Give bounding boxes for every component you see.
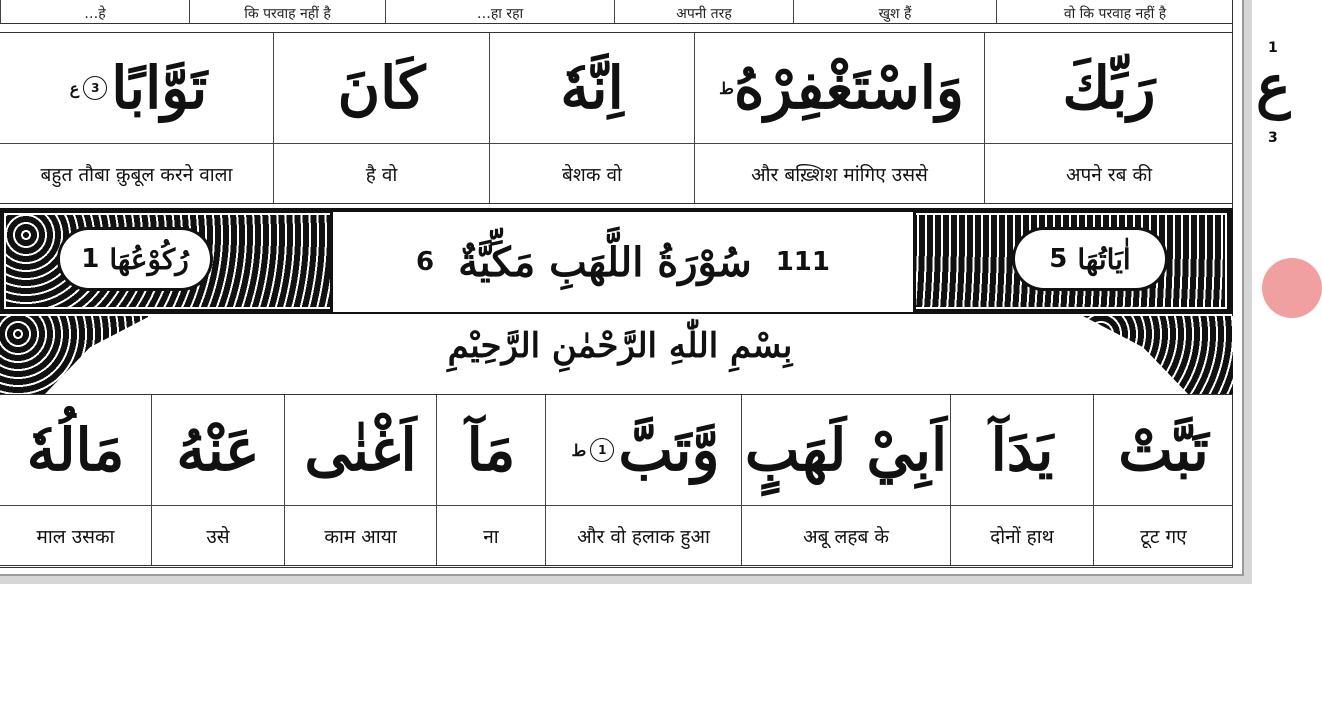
surah-banner [0,208,1233,314]
arabic-word-text: وَّتَبَّ [618,416,720,484]
arabic-word: يَدَآ [950,395,1093,505]
ayat-count: 5 [1049,244,1068,274]
top-cell: वो कि परवाह नहीं है [996,0,1233,23]
arabic-word [545,395,741,505]
peek-top: 1 [1268,40,1278,56]
hindi-translation: बहुत तौबा क़ुबूल करने वाला [40,163,233,186]
ayat-label: اٰيَاتُهَا [1077,242,1131,276]
next-page-peek [1256,40,1291,150]
hindi-translation: और बख़्शिश मांगिए उससे [694,144,984,203]
arabic-row-1 [0,32,1233,144]
top-cell: अपनी तरह [614,0,793,23]
top-partial-row [0,0,1233,24]
ayat-count-pill [1015,230,1165,288]
hindi-translation: अपने रब की [984,144,1233,203]
hindi-translation: अबू लहब के [741,506,950,565]
corner-ornament-right [1083,316,1233,394]
surah-number: 111 [775,247,830,277]
arabic-word: رَبِّكَ [984,33,1233,143]
hindi-translation: दोनों हाथ [950,506,1093,565]
arabic-word: مَآ [436,395,545,505]
hindi-translation: टूट गए [1093,506,1233,565]
arabic-word: اِنَّهٗ [489,33,694,143]
bismillah-text: بِسْمِ اللّٰهِ الرَّحْمٰنِ الرَّحِيْمِ [447,326,793,366]
arabic-word: تَبَّتْ [1093,395,1233,505]
surah-title-panel [330,212,916,312]
ayah-number-marker: 1 [590,438,614,462]
top-cell: कि परवाह नहीं है [189,0,385,23]
hindi-translation: है वो [273,144,489,203]
ruku-count: 1 [81,244,100,274]
ruku-label: رُكُوْعُهَا [109,242,189,276]
arabic-word-text: تَوَّابًا [111,54,208,122]
ayah-number-marker: 3 [83,76,107,100]
corner-ornament-left [0,316,150,394]
hindi-translation: ना [436,506,545,565]
ruku-sign: ع [69,78,80,98]
arabic-word [0,33,273,143]
hindi-translation: उसे [151,506,284,565]
hindi-row-2 [0,506,1233,566]
arabic-word [694,33,984,143]
top-cell: …हे [0,0,189,23]
bismillah-band [0,316,1233,394]
peek-glyph: ع [1256,52,1291,120]
arabic-word: اَبِيْ لَهَبٍ [741,395,950,505]
arabic-word: اَغْنٰى [284,395,436,505]
revelation-order: 6 [416,247,435,277]
record-indicator [1262,258,1322,318]
arabic-word-text: وَاسْتَغْفِرْهُ [733,54,964,122]
hindi-translation: और वो हलाक हुआ [545,506,741,565]
arabic-word: عَنْهُ [151,395,284,505]
ruku-count-pill [60,230,210,288]
top-cell: खुश हैं [793,0,996,23]
arabic-word: كَانَ [273,33,489,143]
surah-title: سُوْرَةُ اللَّهَبِ مَكِّيَّةٌ [458,238,752,286]
hindi-translation: माल उसका [36,525,115,548]
waqf-sign: ط [719,78,734,98]
hindi-translation: बेशक वो [489,144,694,203]
waqf-sign: ط [571,440,587,460]
arabic-word: مَالُهٗ [26,416,125,484]
hindi-translation: काम आया [284,506,436,565]
peek-bottom: 3 [1268,130,1278,146]
hindi-row-1 [0,144,1233,204]
arabic-row-2 [0,394,1233,506]
top-cell: …हा रहा [385,0,614,23]
